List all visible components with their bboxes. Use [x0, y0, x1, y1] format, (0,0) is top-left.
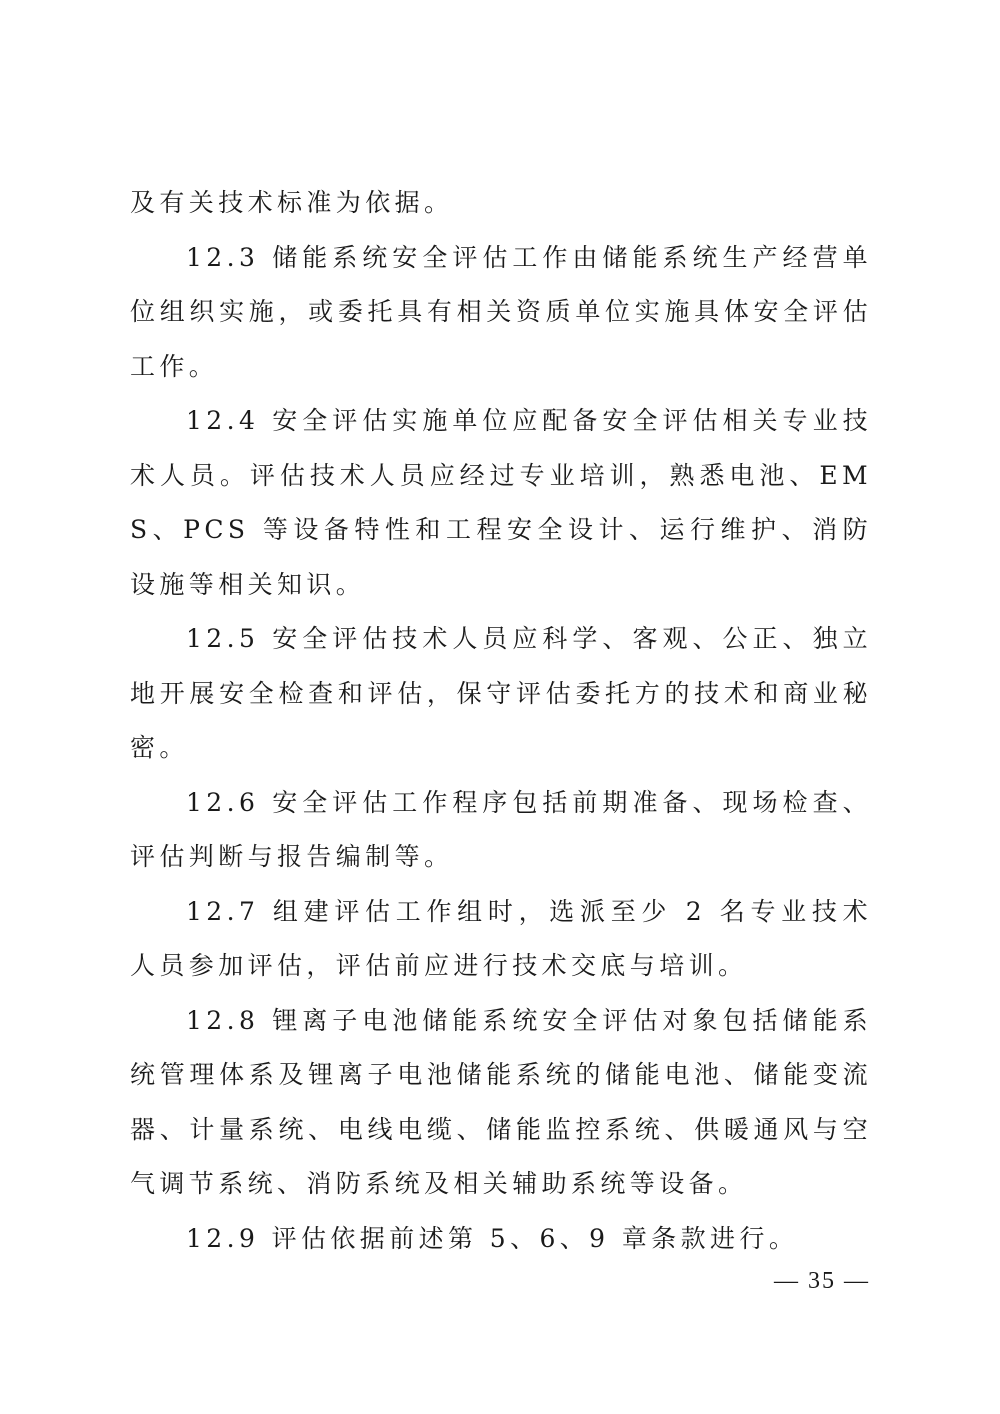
paragraph-12-4: 12.4 安全评估实施单位应配备安全评估相关专业技术人员。评估技术人员应经过专业培训，熟悉电池、EMS、PCS 等设备特性和工程安全设计、运行维护、消防设施等相关知识。 [130, 406, 872, 599]
paragraph-continuation: 及有关技术标准为依据。 [130, 188, 454, 217]
body-text [130, 176, 872, 1266]
paragraph-12-6: 12.6 安全评估工作程序包括前期准备、现场检查、评估判断与报告编制等。 [130, 787, 872, 871]
paragraph-12-5: 12.5 安全评估技术人员应科学、客观、公正、独立地开展安全检查和评估，保守评估委托方的技术和商业秘密。 [130, 624, 872, 762]
paragraph-12-3: 12.3 储能系统安全评估工作由储能系统生产经营单位组织实施，或委托具有相关资质单位实施具体安全评估工作。 [130, 242, 872, 381]
paragraph-12-7: 12.7 组建评估工作组时，选派至少 2 名专业技术人员参加评估，评估前应进行技术交底与培训。 [130, 896, 872, 980]
page-number: — 35 — [774, 1268, 870, 1294]
paragraph-12-8: 12.8 锂离子电池储能系统安全评估对象包括储能系统管理体系及锂离子电池储能系统的储能电池、储能变流器、计量系统、电线电缆、储能监控系统、供暖通风与空气调节系统、消防系统及相关辅助系统等设备。 [130, 1005, 872, 1198]
paragraph-12-9: 12.9 评估依据前述第 5、6、9 章条款进行。 [186, 1223, 799, 1253]
